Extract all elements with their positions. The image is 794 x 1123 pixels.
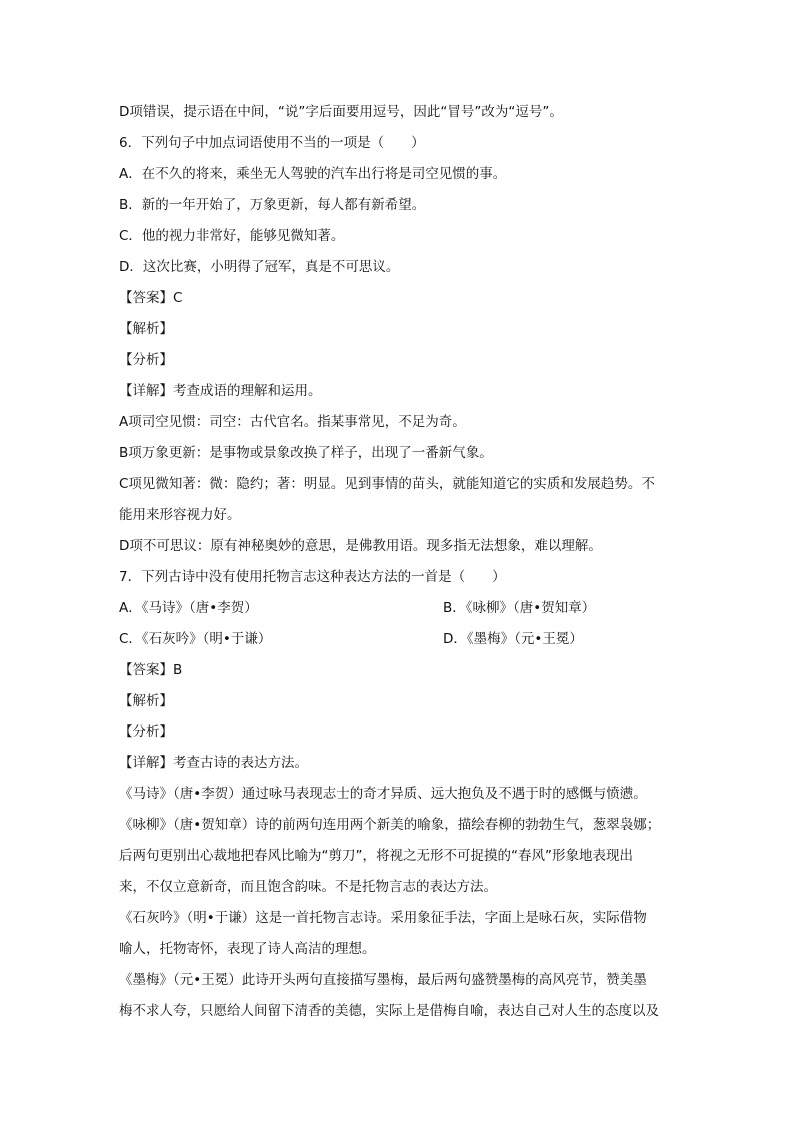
- question-6-answer: 【答案】C: [119, 290, 183, 306]
- question-7-explanation-b-line1: 《咏柳》（唐•贺知章）诗的前两句连用两个新美的喻象，描绘春柳的勃勃生气，葱翠袅娜；: [119, 817, 661, 833]
- question-7-explanation-b-line2: 后两句更别出心裁地把春风比喻为“剪刀”，将视之无形不可捉摸的“春风”形象地表现出: [119, 848, 633, 864]
- question-6-detail: 【详解】考查成语的理解和运用。: [119, 383, 322, 399]
- question-6-option-a: A．在不久的将来，乘坐无人驾驶的汽车出行将是司空见惯的事。: [119, 166, 507, 182]
- question-7-jiexi-heading: 【解析】: [119, 693, 173, 709]
- question-6-option-b: B．新的一年开始了，万象更新，每人都有新希望。: [119, 197, 426, 213]
- question-6-explanation-d: D项不可思议：原有神秘奥妙的意思，是佛教用语。现多指无法想象，难以理解。: [119, 538, 602, 554]
- question-6-stem: 6．下列句子中加点词语使用不当的一项是（ ）: [119, 135, 425, 151]
- question-7-answer: 【答案】B: [119, 662, 183, 678]
- question-7-explanation-c-line1: 《石灰吟》（明•于谦）这是一首托物言志诗。采用象征手法，字面上是咏石灰，实际借物: [119, 910, 647, 926]
- text-line-d-error: D项错误，提示语在中间，“说”字后面要用逗号，因此“冒号”改为“逗号”。: [119, 104, 563, 120]
- question-6-fenxi-heading: 【分析】: [119, 352, 173, 368]
- question-7-option-b: B．《咏柳》（唐•贺知章）: [443, 600, 596, 616]
- question-7-option-c: C．《石灰吟》（明•于谦）: [119, 631, 272, 647]
- question-7-explanation-b-line3: 来，不仅立意新奇，而且饱含韵味。不是托物言志的表达方法。: [119, 879, 497, 895]
- question-7-explanation-d-line2: 梅不求人夸，只愿给人间留下清香的美德，实际上是借梅自喻，表达自己对人生的态度以及: [119, 1003, 659, 1019]
- question-6-option-d: D．这次比赛，小明得了冠军，真是不可思议。: [119, 259, 400, 275]
- question-6-explanation-c-line1: C项见微知著：微：隐约；著：明显。见到事情的苗头，就能知道它的实质和发展趋势。不: [119, 476, 655, 492]
- question-7-fenxi-heading: 【分析】: [119, 724, 173, 740]
- question-7-explanation-d-line1: 《墨梅》（元•王冕）此诗开头两句直接描写墨梅，最后两句盛赞墨梅的高风亮节，赞美墨: [119, 972, 647, 988]
- question-7-stem: 7．下列古诗中没有使用托物言志这种表达方法的一首是（ ）: [119, 569, 506, 585]
- question-6-explanation-c-line2: 能用来形容视力好。: [119, 507, 241, 523]
- question-6-explanation-b: B项万象更新：是事物或景象改换了样子，出现了一番新气象。: [119, 445, 493, 461]
- question-7-explanation-c-line2: 喻人，托物寄怀，表现了诗人高洁的理想。: [119, 941, 376, 957]
- question-7-explanation-a: 《马诗》（唐•李贺）通过咏马表现志士的奇才异质、远大抱负及不遇于时的感慨与愤懑。: [119, 786, 647, 802]
- question-7-option-a: A．《马诗》（唐•李贺）: [119, 600, 258, 616]
- question-6-jiexi-heading: 【解析】: [119, 321, 173, 337]
- question-7-detail: 【详解】考查古诗的表达方法。: [119, 755, 308, 771]
- question-7-option-d: D．《墨梅》（元•王冕）: [443, 631, 583, 647]
- question-6-option-c: C．他的视力非常好，能够见微知著。: [119, 228, 345, 244]
- question-6-explanation-a: A项司空见惯：司空：古代官名。指某事常见，不足为奇。: [119, 414, 466, 430]
